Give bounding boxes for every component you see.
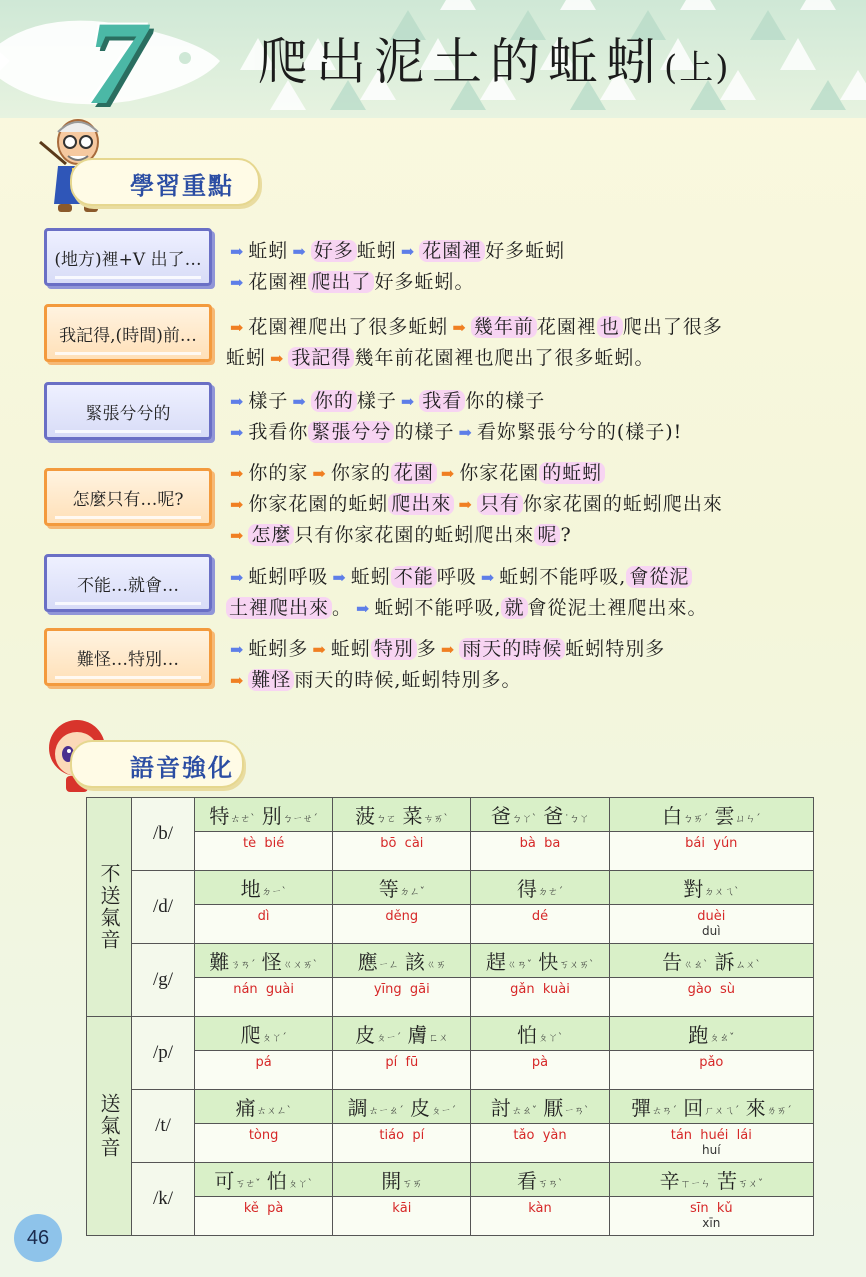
word-pinyin-cell	[333, 905, 471, 944]
zhuyin: ㄆㄧˊ	[376, 1033, 402, 1044]
phrase: 你家花園	[459, 462, 540, 484]
arrow-right-icon: ➡	[480, 568, 496, 587]
pattern-example-line	[226, 520, 846, 551]
phrase: 蚯蚓	[226, 347, 267, 369]
zhuyin: ㄆㄚˊ	[261, 1033, 287, 1044]
sound-symbol: /g/	[132, 944, 195, 1017]
phrase: 花園裡	[536, 316, 597, 338]
lesson-header	[0, 0, 866, 118]
word-characters	[471, 944, 609, 978]
pinyin: gǎn kuài	[510, 982, 570, 997]
phonetics-section-title: 語音強化	[130, 754, 234, 782]
pattern-examples	[226, 386, 846, 448]
hanzi: 討	[490, 1096, 511, 1120]
zhuyin: ㄊㄠˇ	[511, 1106, 537, 1117]
hanzi: 痛	[235, 1096, 256, 1120]
phrase: 樣子	[248, 390, 289, 412]
pattern-example-line	[226, 267, 846, 298]
word-characters	[609, 871, 813, 905]
arrow-right-icon: ➡	[230, 273, 245, 292]
zhuyin: ㄘㄞˋ	[423, 814, 449, 825]
hanzi: 怕	[266, 1169, 287, 1193]
hanzi: 皮	[355, 1023, 376, 1047]
lesson-title	[258, 22, 731, 94]
zhuyin: ㄧㄢˋ	[564, 1106, 590, 1117]
word-pinyin-cell	[333, 1051, 471, 1090]
phrase: 蚯蚓多	[248, 638, 309, 660]
highlighted-phrase: 我記得	[288, 347, 354, 369]
pinyin: kàn	[528, 1201, 552, 1216]
zhuyin: ㄉㄥˇ	[399, 887, 425, 898]
pattern-label: (地方)裡+V 出了…	[44, 228, 212, 286]
pattern-example-line	[226, 562, 846, 593]
phrase: 好多蚯蚓	[485, 240, 566, 262]
pattern-example-line	[226, 386, 846, 417]
hanzi: 特	[209, 804, 230, 828]
word-pinyin-cell	[471, 832, 609, 871]
phrase: 蚯蚓特別多	[565, 638, 666, 660]
pinyin-alternate: duì	[702, 924, 721, 938]
pattern-label: 不能…就會…	[44, 554, 212, 612]
arrow-right-icon: ➡	[332, 568, 347, 587]
pinyin: děng	[385, 909, 419, 924]
phonetics-row	[87, 944, 814, 978]
phrase: 蚯蚓不能呼吸,	[499, 566, 627, 588]
word-pinyin-cell	[609, 978, 813, 1017]
pinyin: tiáo pí	[379, 1128, 425, 1143]
hanzi: 調	[347, 1096, 368, 1120]
hanzi: 難	[209, 950, 230, 974]
word-characters	[333, 798, 471, 832]
hanzi: 菜	[402, 804, 423, 828]
pinyin: pà	[531, 1055, 549, 1070]
word-characters	[609, 798, 813, 832]
arrow-right-icon: ➡	[440, 640, 456, 659]
arrow-right-icon: ➡	[452, 318, 467, 337]
phonetics-pinyin-row	[87, 1051, 814, 1090]
hanzi: 白	[662, 804, 683, 828]
zhuyin: ㄎㄞ	[402, 1179, 423, 1190]
arrow-right-icon: ➡	[230, 526, 245, 545]
word-pinyin-cell	[609, 1051, 813, 1090]
pattern-label: 難怪…特別…	[44, 628, 212, 686]
phrase: 樣子	[356, 390, 397, 412]
highlighted-phrase: 花園裡	[419, 240, 485, 262]
hanzi: 來	[745, 1096, 766, 1120]
pinyin: kě pà	[243, 1201, 284, 1216]
zhuyin: ㄎㄨㄞˋ	[559, 960, 595, 971]
zhuyin: ˙ㄅㄚ	[564, 814, 590, 825]
zhuyin: ㄍㄨㄞˋ	[282, 960, 318, 971]
phonetics-row	[87, 798, 814, 832]
word-characters	[195, 944, 333, 978]
pinyin: pí fū	[385, 1055, 419, 1070]
zhuyin: ㄅㄧㄝˊ	[282, 814, 318, 825]
arrow-right-icon: ➡	[230, 495, 245, 514]
word-characters	[195, 1163, 333, 1197]
hanzi: 苦	[716, 1169, 737, 1193]
zhuyin: ㄍㄞ	[425, 960, 446, 971]
word-pinyin-cell	[333, 978, 471, 1017]
pattern-label: 怎麼只有…呢?	[44, 468, 212, 526]
phonetics-pinyin-row	[87, 1124, 814, 1163]
pattern-examples	[226, 562, 846, 624]
phrase: 多	[416, 638, 437, 660]
word-characters	[471, 871, 609, 905]
arrow-right-icon: ➡	[230, 671, 245, 690]
lesson-title-text: 爬出泥土的蚯蚓	[258, 33, 664, 91]
pinyin: tòng	[248, 1128, 279, 1143]
word-pinyin-cell	[195, 978, 333, 1017]
zhuyin: ㄆㄠˇ	[709, 1033, 735, 1044]
highlighted-phrase: 不能	[391, 566, 437, 588]
sound-category: 送氣音	[87, 1017, 132, 1236]
pattern-example-line	[226, 634, 846, 665]
word-pinyin-cell	[195, 832, 333, 871]
phrase: 呼吸	[436, 566, 477, 588]
hanzi: 雲	[714, 804, 735, 828]
word-characters	[333, 1090, 471, 1124]
word-pinyin-cell	[333, 1124, 471, 1163]
zhuyin: ㄊㄜˋ	[230, 814, 256, 825]
zhuyin: ㄊㄨㄥˋ	[256, 1106, 292, 1117]
word-characters	[609, 1163, 813, 1197]
pattern-examples	[226, 236, 846, 298]
arrow-right-icon: ➡	[230, 640, 245, 659]
phonetics-pinyin-row	[87, 905, 814, 944]
word-characters	[195, 1090, 333, 1124]
word-pinyin-cell	[609, 1124, 813, 1163]
highlighted-phrase: 雨天的時候	[459, 638, 565, 660]
word-characters	[471, 798, 609, 832]
arrow-right-icon: ➡	[230, 423, 245, 442]
word-characters	[195, 798, 333, 832]
zhuyin: ㄉㄨㄟˋ	[704, 887, 740, 898]
sound-symbol: /k/	[132, 1163, 195, 1236]
arrow-right-icon: ➡	[400, 242, 416, 261]
phrase: 。	[332, 597, 353, 619]
arrow-right-icon: ➡	[230, 568, 245, 587]
arrow-right-icon: ➡	[230, 318, 245, 337]
word-characters	[195, 1017, 333, 1051]
hanzi: 對	[683, 877, 704, 901]
zhuyin: ㄋㄢˊ	[230, 960, 256, 971]
phrase: 蚯蚓呼吸	[248, 566, 329, 588]
word-pinyin-cell	[471, 1124, 609, 1163]
hanzi: 別	[261, 804, 282, 828]
highlighted-phrase: 你的	[311, 390, 357, 412]
hanzi: 彈	[630, 1096, 651, 1120]
arrow-right-icon: ➡	[356, 599, 371, 618]
arrow-right-icon: ➡	[440, 464, 456, 483]
pattern-examples	[226, 634, 846, 696]
phrase: 你家花園的蚯蚓爬出來	[522, 493, 723, 515]
hanzi: 怕	[517, 1023, 537, 1047]
word-pinyin-cell	[333, 832, 471, 871]
phrase: 好多蚯蚓。	[374, 271, 475, 293]
phrase: 蚯蚓	[356, 240, 397, 262]
word-pinyin-cell	[195, 1051, 333, 1090]
zhuyin: ㄎㄜˇ	[235, 1179, 261, 1190]
highlighted-phrase: 幾年前	[471, 316, 537, 338]
hanzi: 爸	[490, 804, 511, 828]
arrow-right-icon: ➡	[230, 392, 245, 411]
phonetics-table	[86, 797, 814, 1236]
pattern-example-line	[226, 343, 846, 374]
highlighted-phrase: 呢	[534, 524, 560, 546]
arrow-right-icon: ➡	[312, 640, 327, 659]
pinyin: sīn kǔ	[689, 1201, 733, 1216]
lesson-title-part: (上)	[664, 48, 731, 88]
phonetics-pinyin-row	[87, 832, 814, 871]
word-pinyin-cell	[195, 1124, 333, 1163]
pattern-example-line	[226, 593, 846, 624]
word-pinyin-cell	[609, 905, 813, 944]
word-characters	[471, 1090, 609, 1124]
pinyin: bō cài	[380, 836, 424, 851]
word-characters	[609, 1090, 813, 1124]
highlighted-phrase: 爬出了	[308, 271, 374, 293]
phonetics-section-header	[70, 740, 244, 788]
zhuyin: ㄒㄧㄣ	[680, 1179, 711, 1190]
word-pinyin-cell	[471, 1051, 609, 1090]
hanzi: 應	[357, 950, 378, 974]
pinyin: tǎo yàn	[513, 1128, 567, 1143]
phrase: ?	[560, 524, 572, 546]
phonetics-row	[87, 1017, 814, 1051]
hanzi: 菠	[355, 804, 376, 828]
hanzi: 得	[517, 877, 537, 901]
pinyin-alternate: huí	[702, 1143, 721, 1157]
arrow-right-icon: ➡	[312, 464, 327, 483]
pinyin: tè bié	[242, 836, 285, 851]
pattern-example-line	[226, 458, 846, 489]
phonetics-row	[87, 871, 814, 905]
pattern-label: 我記得,(時間)前…	[44, 304, 212, 362]
zhuyin: ㄉㄜˊ	[538, 887, 563, 898]
phrase: 幾年前花園裡也爬出了很多蚯蚓。	[354, 347, 655, 369]
zhuyin: ㄧㄥ	[378, 960, 399, 971]
word-characters	[333, 1017, 471, 1051]
hanzi: 快	[538, 950, 559, 974]
zhuyin: ㄌㄞˊ	[766, 1106, 792, 1117]
phrase: 蚯蚓	[248, 240, 289, 262]
word-characters	[609, 944, 813, 978]
phrase: 蚯蚓	[350, 566, 391, 588]
pattern-example-line	[226, 489, 846, 520]
hanzi: 等	[378, 877, 399, 901]
sound-symbol: /d/	[132, 871, 195, 944]
hanzi: 皮	[409, 1096, 430, 1120]
phonetics-pinyin-row	[87, 978, 814, 1017]
word-pinyin-cell	[333, 1197, 471, 1236]
word-pinyin-cell	[471, 978, 609, 1017]
arrow-right-icon: ➡	[400, 392, 416, 411]
word-characters	[195, 871, 333, 905]
phrase: 你家花園的蚯蚓	[248, 493, 389, 515]
phrase: 你的樣子	[465, 390, 546, 412]
highlighted-phrase: 好多	[311, 240, 357, 262]
hanzi: 可	[214, 1169, 235, 1193]
pinyin: dé	[531, 909, 549, 924]
phrase: 雨天的時候,蚯蚓特別多。	[294, 669, 522, 691]
word-characters	[333, 871, 471, 905]
page-number: 46	[14, 1214, 62, 1262]
lesson-number: 7	[86, 0, 146, 118]
word-characters	[333, 944, 471, 978]
hanzi: 趕	[485, 950, 506, 974]
hanzi: 該	[404, 950, 425, 974]
pinyin: pǎo	[699, 1055, 724, 1070]
phonetics-row	[87, 1163, 814, 1197]
pinyin-alternate: xīn	[702, 1216, 721, 1230]
word-pinyin-cell	[471, 905, 609, 944]
hanzi: 看	[517, 1169, 537, 1193]
zhuyin: ㄈㄨ	[428, 1033, 449, 1044]
zhuyin: ㄙㄨˋ	[735, 960, 761, 971]
zhuyin: ㄉㄧˋ	[261, 887, 287, 898]
word-characters	[333, 1163, 471, 1197]
pinyin: bà ba	[519, 836, 561, 851]
grammar-section-title: 學習重點	[130, 172, 234, 200]
zhuyin: ㄆㄚˋ	[538, 1033, 563, 1044]
phrase: 花園裡	[248, 271, 309, 293]
pinyin: duèi	[697, 909, 726, 924]
pinyin: dì	[257, 909, 270, 924]
hanzi: 厭	[543, 1096, 564, 1120]
grammar-section-header	[70, 158, 260, 206]
pinyin: pá	[255, 1055, 272, 1070]
sound-symbol: /t/	[132, 1090, 195, 1163]
phrase: 蚯蚓不能呼吸,	[374, 597, 502, 619]
hanzi: 爸	[543, 804, 564, 828]
word-pinyin-cell	[195, 905, 333, 944]
zhuyin: ㄏㄨㄟˊ	[704, 1106, 740, 1117]
highlighted-phrase: 緊張兮兮	[308, 421, 394, 443]
hanzi: 地	[240, 877, 261, 901]
highlighted-phrase: 土裡爬出來	[226, 597, 332, 619]
phrase: 只有你家花園的蚯蚓爬出來	[294, 524, 535, 546]
zhuyin: ㄩㄣˊ	[735, 814, 761, 825]
pattern-example-line	[226, 312, 846, 343]
highlighted-phrase: 怎麼	[248, 524, 294, 546]
highlighted-phrase: 就	[501, 597, 527, 619]
zhuyin: ㄍㄠˋ	[683, 960, 709, 971]
zhuyin: ㄊㄧㄠˊ	[368, 1106, 404, 1117]
phonetics-row	[87, 1090, 814, 1124]
hanzi: 訴	[714, 950, 735, 974]
zhuyin: ㄆㄧˊ	[430, 1106, 456, 1117]
zhuyin: ㄅㄛ	[376, 814, 397, 825]
pattern-examples	[226, 312, 846, 374]
hanzi: 膚	[407, 1023, 428, 1047]
highlighted-phrase: 我看	[419, 390, 465, 412]
hanzi: 爬	[240, 1023, 261, 1047]
sound-symbol: /p/	[132, 1017, 195, 1090]
arrow-right-icon: ➡	[292, 242, 307, 261]
word-pinyin-cell	[471, 1197, 609, 1236]
phonetics-table-body	[87, 798, 814, 1236]
pinyin: gào sù	[687, 982, 736, 997]
word-pinyin-cell	[609, 1197, 813, 1236]
zhuyin: ㄍㄢˇ	[506, 960, 532, 971]
phrase: 爬出了很多	[622, 316, 723, 338]
arrow-right-icon: ➡	[292, 392, 307, 411]
phrase: 我看你	[248, 421, 309, 443]
phrase: 蚯蚓	[330, 638, 371, 660]
zhuyin: ㄎㄢˋ	[538, 1179, 563, 1190]
arrow-right-icon: ➡	[458, 495, 473, 514]
zhuyin: ㄊㄢˊ	[651, 1106, 677, 1117]
hanzi: 辛	[659, 1169, 680, 1193]
arrow-right-icon: ➡	[230, 242, 245, 261]
arrow-right-icon: ➡	[458, 423, 473, 442]
word-characters	[609, 1017, 813, 1051]
pattern-example-line	[226, 665, 846, 696]
hanzi: 跑	[688, 1023, 709, 1047]
hanzi: 開	[381, 1169, 402, 1193]
zhuyin: ㄅㄞˊ	[683, 814, 709, 825]
highlighted-phrase: 特別	[371, 638, 417, 660]
pinyin: kāi	[392, 1201, 412, 1216]
sound-category: 不送氣音	[87, 798, 132, 1017]
zhuyin: ㄆㄚˋ	[287, 1179, 313, 1190]
word-pinyin-cell	[195, 1197, 333, 1236]
zhuyin: ㄎㄨˇ	[737, 1179, 763, 1190]
sound-symbol: /b/	[132, 798, 195, 871]
highlighted-phrase: 只有	[477, 493, 523, 515]
highlighted-phrase: 難怪	[248, 669, 294, 691]
phrase: 看妳緊張兮兮的(樣子)!	[476, 421, 683, 443]
phrase: 的樣子	[394, 421, 455, 443]
pattern-label: 緊張兮兮的	[44, 382, 212, 440]
arrow-right-icon: ➡	[270, 349, 285, 368]
phrase: 你家的	[330, 462, 391, 484]
pinyin: bái yún	[685, 836, 738, 851]
arrow-right-icon: ➡	[230, 464, 245, 483]
word-pinyin-cell	[609, 832, 813, 871]
pinyin: tán huéi lái	[670, 1128, 752, 1143]
phrase: 會從泥土裡爬出來。	[527, 597, 708, 619]
highlighted-phrase: 也	[597, 316, 623, 338]
hanzi: 怪	[261, 950, 282, 974]
phrase: 花園裡爬出了很多蚯蚓	[248, 316, 449, 338]
pattern-example-line	[226, 417, 846, 448]
phrase: 你的家	[248, 462, 309, 484]
hanzi: 告	[662, 950, 683, 974]
zhuyin: ㄅㄚˋ	[511, 814, 537, 825]
highlighted-phrase: 的蚯蚓	[539, 462, 605, 484]
pinyin: nán guài	[233, 982, 294, 997]
highlighted-phrase: 會從泥	[626, 566, 692, 588]
hanzi: 回	[683, 1096, 704, 1120]
highlighted-phrase: 花園	[391, 462, 437, 484]
word-characters	[471, 1163, 609, 1197]
word-characters	[471, 1017, 609, 1051]
phonetics-pinyin-row	[87, 1197, 814, 1236]
pinyin: yīng gāi	[373, 982, 430, 997]
highlighted-phrase: 爬出來	[388, 493, 454, 515]
pattern-examples	[226, 458, 846, 551]
pattern-example-line	[226, 236, 846, 267]
